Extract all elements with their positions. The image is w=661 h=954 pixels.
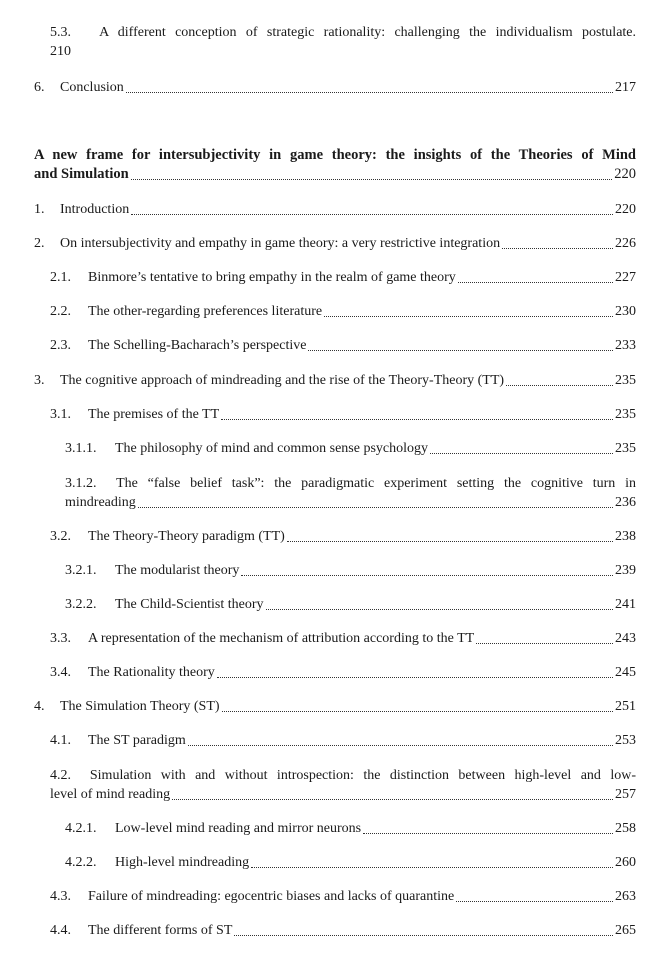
entry-page: 258 [615,821,636,836]
entry-page: 253 [615,733,636,748]
entry-page: 236 [615,495,636,510]
toc-entry-4-2[interactable] [50,766,636,804]
toc-entry-2[interactable] [34,234,636,253]
entry-page: 265 [615,923,636,938]
entry-page: 210 [50,44,71,59]
entry-title-line2: mindreading [65,495,136,510]
entry-title: The Child-Scientist theory [115,597,264,612]
entry-title: A different conception of strategic rationality: challenging the individualism postulate. [99,25,637,40]
entry-title: Low-level mind reading and mirror neurons [115,821,362,836]
entry-title: On intersubjectivity and empathy in game theory: a very restrictive integration [60,236,501,251]
entry-page: 241 [615,597,636,612]
entry-title: The premises of the TT [88,407,220,422]
entry-page: 263 [615,889,636,904]
entry-title: The ST paradigm [88,733,186,748]
leader-dots [251,867,613,868]
entry-page: 233 [615,338,636,353]
entry-page: 235 [615,441,636,456]
entry-title: The Theory-Theory paradigm (TT) [88,529,285,544]
leader-dots [430,453,613,454]
leader-dots [172,799,613,800]
entry-number: 2.3. [50,338,71,353]
entry-page: 235 [615,407,636,422]
entry-number: 3.2.2. [65,597,97,612]
leader-dots [287,541,613,542]
leader-dots [234,935,613,936]
leader-dots [138,507,613,508]
leader-dots [324,316,613,317]
entry-title: The Schelling-Bacharach’s perspective [88,338,307,353]
entry-page: 239 [615,563,636,578]
chapter-heading[interactable] [34,146,636,184]
leader-dots [222,711,613,712]
toc-entry-3-3[interactable] [50,629,636,648]
entry-title: The cognitive approach of mindreading and the rise of the Theory-Theory (TT) [60,373,505,388]
toc-entry-4-4[interactable] [50,921,636,940]
toc-entry-5-3[interactable] [50,23,636,61]
entry-number: 4.1. [50,733,71,748]
entry-title: The philosophy of mind and common sense psychology [115,441,429,456]
entry-number: 4.2.2. [65,855,97,870]
toc-entry-4-1[interactable] [50,731,636,750]
leader-dots [476,643,613,644]
toc-entry-3-4[interactable] [50,663,636,682]
leader-dots [506,385,613,386]
leader-dots [188,745,613,746]
leader-dots [266,609,613,610]
leader-dots [131,179,613,180]
entry-number: 3.1.1. [65,441,97,456]
toc-entry-3-2[interactable] [50,527,636,546]
entry-page: 230 [615,304,636,319]
entry-number: 2.1. [50,270,71,285]
entry-page: 235 [615,373,636,388]
toc-entry-3-1-2[interactable] [65,474,636,512]
toc-entry-6[interactable] [34,78,636,97]
entry-title: The other-regarding preferences literature [88,304,323,319]
entry-number: 2. [34,236,45,251]
chapter-page: 220 [614,166,636,182]
toc-entry-4-3[interactable] [50,887,636,906]
toc-entry-3-1-1[interactable] [65,439,636,458]
entry-number: 4.2.1. [65,821,97,836]
entry-title-line1: The “false belief task”: the paradigmatic experiment setting the cognitive turn in [116,476,636,491]
entry-number: 4.4. [50,923,71,938]
entry-page: 217 [615,80,636,95]
toc-entry-3[interactable] [34,371,636,390]
toc-entry-1[interactable] [34,200,636,219]
entry-title-line1: Simulation with and without introspection: the distinction between high-level and low- [89,768,637,783]
entry-number: 5.3. [50,25,71,40]
leader-dots [363,833,613,834]
leader-dots [456,901,613,902]
entry-number: 3.2. [50,529,71,544]
entry-page: 226 [615,236,636,251]
entry-number: 3.1.2. [65,476,97,491]
toc-entry-4[interactable] [34,697,636,716]
entry-number: 4.2. [50,768,71,783]
entry-number: 1. [34,202,45,217]
toc-entry-2-1[interactable] [50,268,636,287]
entry-title-line2: level of mind reading [50,787,171,802]
entry-title: Conclusion [60,80,124,95]
entry-title: The Simulation Theory (ST) [60,699,220,714]
entry-number: 4.3. [50,889,71,904]
entry-title: Introduction [60,202,130,217]
entry-page: 220 [615,202,636,217]
leader-dots [131,214,613,215]
leader-dots [221,419,613,420]
entry-page: 251 [615,699,636,714]
entry-number: 2.2. [50,304,71,319]
toc-entry-4-2-2[interactable] [65,853,636,872]
entry-number: 4. [34,699,45,714]
entry-page: 260 [615,855,636,870]
entry-page: 238 [615,529,636,544]
chapter-title-line1: A new frame for intersubjectivity in game theory: the insights of the Theories of Mind [34,147,636,163]
entry-title: The modularist theory [115,563,240,578]
entry-page: 243 [615,631,636,646]
entry-title: A representation of the mechanism of attribution according to the TT [88,631,475,646]
entry-page: 245 [615,665,636,680]
toc-entry-3-2-1[interactable] [65,561,636,580]
toc-entry-4-2-1[interactable] [65,819,636,838]
leader-dots [502,248,613,249]
leader-dots [126,92,613,93]
toc-entry-3-2-2[interactable] [65,595,636,614]
entry-page: 227 [615,270,636,285]
entry-number: 6. [34,80,45,95]
entry-page: 257 [615,787,636,802]
leader-dots [458,282,613,283]
entry-number: 3.1. [50,407,71,422]
entry-title: The different forms of ST [88,923,233,938]
entry-number: 3.2.1. [65,563,97,578]
entry-title: High-level mindreading [115,855,250,870]
leader-dots [241,575,613,576]
leader-dots [308,350,613,351]
toc-entry-3-1[interactable] [50,405,636,424]
entry-number: 3. [34,373,45,388]
entry-title: Binmore’s tentative to bring empathy in the realm of game theory [88,270,456,285]
toc-entry-2-3[interactable] [50,336,636,355]
entry-number: 3.4. [50,665,71,680]
leader-dots [217,677,613,678]
toc-entry-2-2[interactable] [50,302,636,321]
entry-number: 3.3. [50,631,71,646]
entry-title: Failure of mindreading: egocentric biases and lacks of quarantine [88,889,455,904]
chapter-title-line2: and Simulation [34,166,129,182]
entry-title: The Rationality theory [88,665,215,680]
